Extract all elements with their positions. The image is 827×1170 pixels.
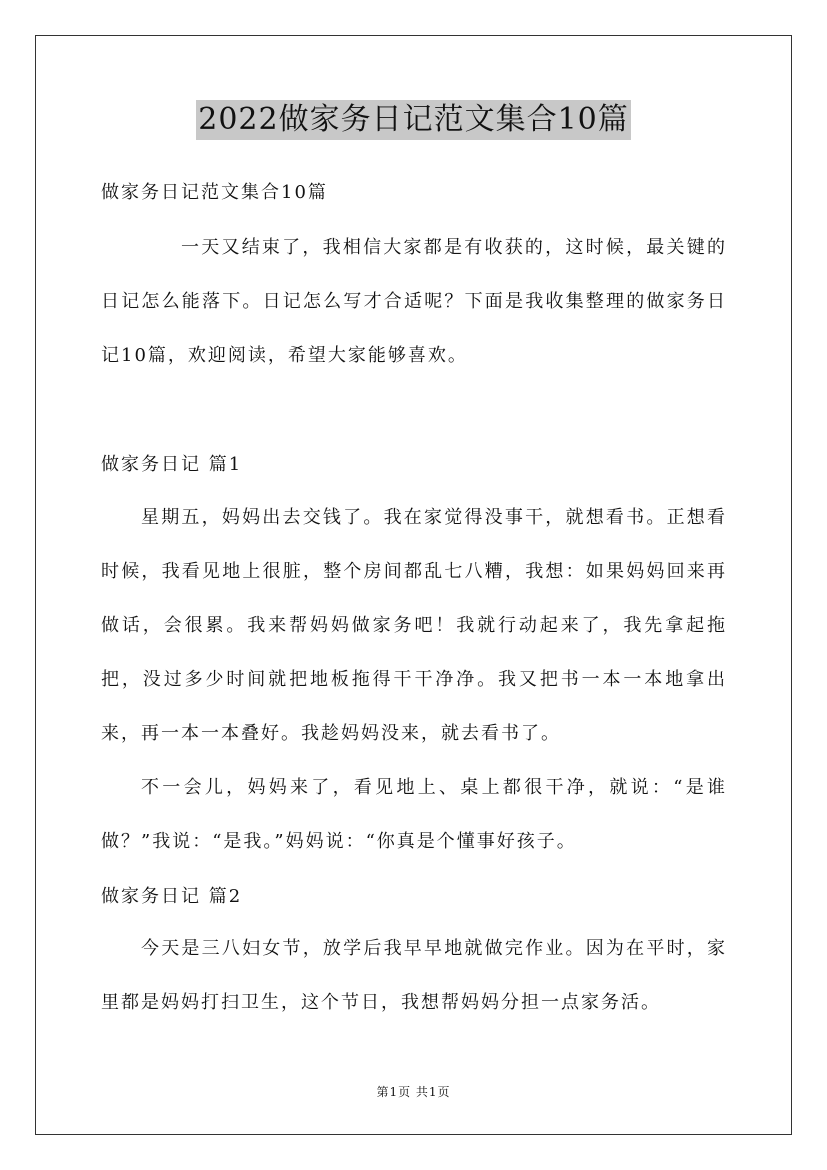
section-2-paragraph-1: 今天是三八妇女节，放学后我早早地就做完作业。因为在平时，家里都是妈妈打扫卫生，这个节日，我想帮妈妈分担一点家务活。	[101, 938, 727, 1013]
title-container	[0, 100, 827, 140]
section-1-paragraph-1: 星期五，妈妈出去交钱了。我在家觉得没事干，就想看书。正想看时候，我看见地上很脏，整个房间都乱七八糟，我想：如果妈妈回来再做话，会很累。我来帮妈妈做家务吧！我就行动起来了，我先拿起拖把，没过多少时间就把地板拖得干干净净。我又把书一本一本地拿出来，再一本一本叠好。我趁妈妈没来，就去看书了。	[101, 507, 727, 744]
page-footer: 第1页 共1页	[376, 1085, 451, 1099]
intro-paragraph: 一天又结束了，我相信大家都是有收获的，这时候，最关键的日记怎么能落下。日记怎么写才合适呢？下面是我收集整理的做家务日记10篇，欢迎阅读，希望大家能够喜欢。	[101, 237, 727, 366]
document-subtitle: 做家务日记范文集合10篇	[101, 182, 328, 203]
document-title: 2022做家务日记范文集合10篇	[196, 100, 631, 140]
section-heading-2: 做家务日记 篇2	[101, 886, 243, 907]
section-heading-1: 做家务日记 篇1	[101, 454, 243, 475]
section-1-paragraph-2: 不一会儿，妈妈来了，看见地上、桌上都很干净，就说：“是谁做？”我说：“是我。”妈妈说：“你真是个懂事好孩子。	[101, 777, 727, 852]
